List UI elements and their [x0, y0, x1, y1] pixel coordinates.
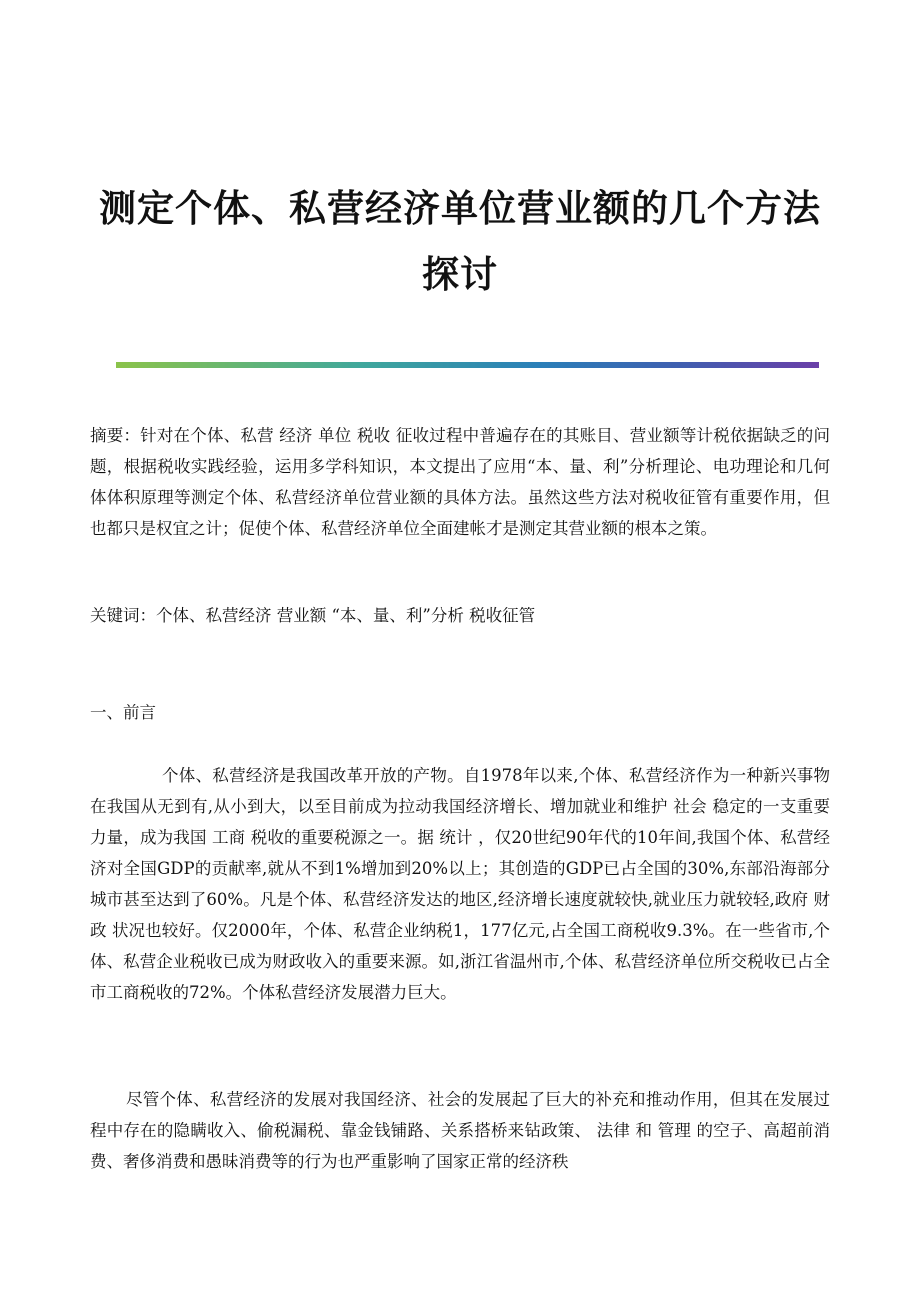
title-line-1: 测定个体、私营经济单位营业额的几个方法 — [99, 187, 821, 230]
title-line-2: 探讨 — [422, 253, 498, 296]
section-heading: 一、前言 — [90, 703, 156, 722]
body-paragraph-1: 个体、私营经济是我国改革开放的产物。自1978年以来,个体、私营经济作为一种新兴事物在我国从无到有,从小到大，以至目前成为拉动我国经济增长、增加就业和维护 社会 稳定的一支重要力量，成为我国 工商 税收的重要税源之一。据 统计 ，仅20世纪90年代的10年间,我国个体、私营经济对全国GDP的贡献率,就从不到1%增加到20%以上；其创造的GDP已占全国的30%,东部沿海部分城市甚至达到了60%。凡是个体、私营经济发达的地区,经济增长速度就较快,就业压力就较轻,政府 财政 状况也较好。仅2000年，个体、私营企业纳税1，177亿元,占全国工商税收9.3%。在一些省市,个体、私营企业税收已成为财政收入的重要来源。如,浙江省温州市,个体、私营经济单位所交税收已占全市工商税收的72%。个体私营经济发展潜力巨大。 — [90, 766, 830, 1002]
body-paragraph-2: 尽管个体、私营经济的发展对我国经济、社会的发展起了巨大的补充和推动作用，但其在发展过程中存在的隐瞒收入、偷税漏税、靠金钱铺路、关系搭桥来钻政策、 法律 和 管理 的空子、高超前消费、奢侈消费和愚昧消费等的行为也严重影响了国家正常的经济秩 — [90, 1090, 830, 1171]
keywords-line: 关键词：个体、私营经济 营业额 “本、量、利”分析 税收征管 — [90, 606, 536, 625]
abstract-paragraph: 摘要：针对在个体、私营 经济 单位 税收 征收过程中普遍存在的其账目、营业额等计税依据缺乏的问题，根据税收实践经验，运用多学科知识，本文提出了应用“本、量、利”分析理论、电功理论和几何体体积原理等测定个体、私营经济单位营业额的具体方法。虽然这些方法对税收征管有重要作用，但也都只是权宜之计；促使个体、私营经济单位全面建帐才是测定其营业额的根本之策。 — [90, 426, 830, 538]
document-title — [90, 176, 830, 308]
gradient-divider — [116, 362, 819, 368]
